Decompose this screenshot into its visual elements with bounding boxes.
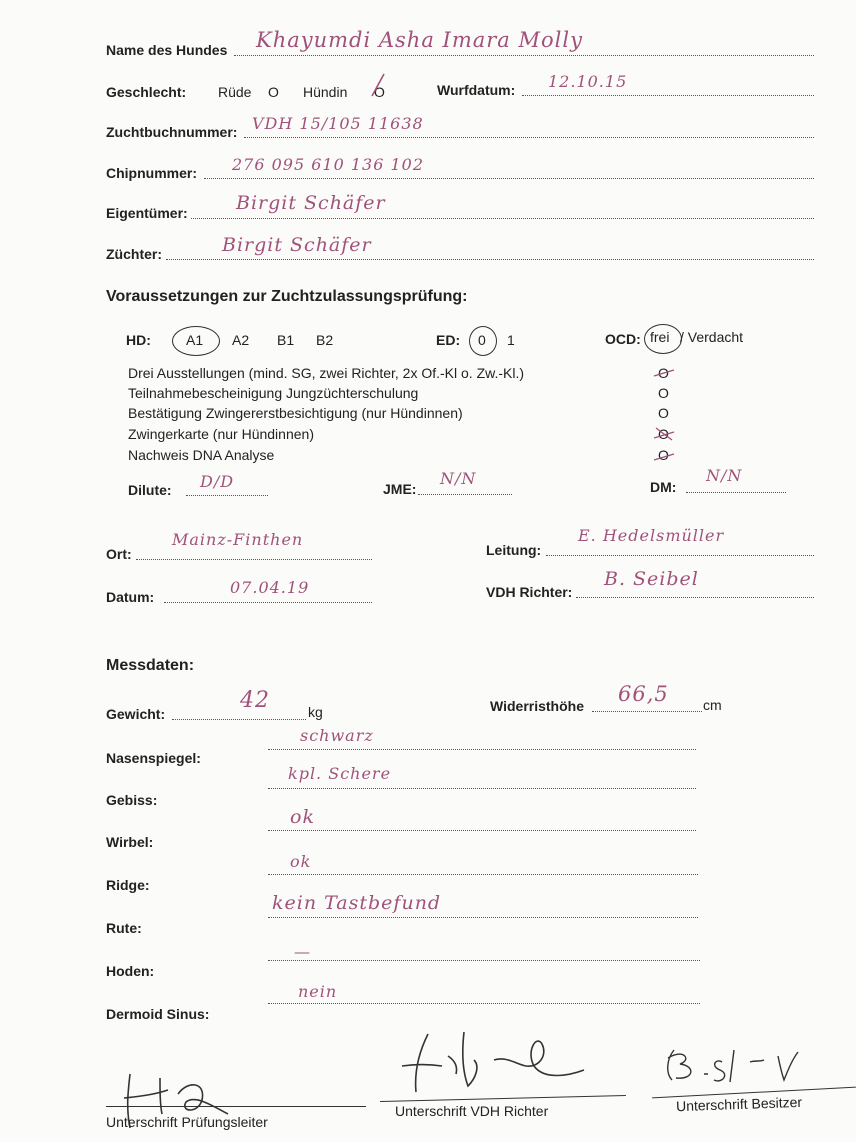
dilute-label: Dilute: — [128, 482, 172, 498]
measure-title: Messdaten: — [106, 657, 195, 674]
measure-row-label: Gebiss: — [106, 792, 158, 808]
male-label: Rüde — [218, 84, 252, 100]
measure-row-label: Wirbel: — [106, 834, 154, 850]
sex-label: Geschlecht: — [106, 84, 187, 100]
place-line — [136, 559, 372, 560]
ed-label: ED: — [436, 332, 461, 348]
ocd-option-free[interactable]: frei — [650, 329, 670, 345]
dog-name-line — [234, 55, 814, 56]
measure-row-label: Hoden: — [106, 963, 155, 979]
hd-option-b1[interactable]: B1 — [277, 332, 295, 348]
studbook-label: Zuchtbuchnummer: — [106, 124, 238, 140]
weight-value[interactable]: 42 — [240, 688, 270, 713]
owner-line — [191, 218, 814, 219]
lead-value[interactable]: E. Hedelsmüller — [578, 526, 725, 545]
measure-row-label: Nasenspiegel: — [106, 750, 201, 766]
ocd-label: OCD: — [605, 331, 641, 347]
date-label: Datum: — [106, 589, 155, 605]
height-value[interactable]: 66,5 — [618, 682, 669, 706]
judge-signature-label: Unterschrift VDH Richter — [395, 1103, 549, 1119]
female-label: Hündin — [303, 84, 348, 100]
dilute-value[interactable]: D/D — [200, 472, 235, 491]
measure-row-value[interactable]: schwarz — [300, 726, 374, 745]
hd-option-a2[interactable]: A2 — [232, 332, 250, 348]
studbook-line — [244, 137, 814, 138]
measure-row-line — [268, 749, 696, 750]
judge-value[interactable]: B. Seibel — [604, 568, 699, 590]
height-unit: cm — [703, 697, 722, 713]
leader-signature-label: Unterschrift Prüfungsleiter — [106, 1114, 268, 1130]
prereq-item-mark[interactable]: O — [658, 426, 669, 442]
jme-value[interactable]: N/N — [440, 469, 477, 488]
breeder-value[interactable]: Birgit Schäfer — [222, 234, 372, 256]
date-line — [164, 602, 372, 603]
male-checkbox[interactable]: O — [268, 84, 279, 100]
height-line — [592, 711, 702, 712]
birth-line — [522, 95, 814, 96]
hd-label: HD: — [126, 332, 151, 348]
owner-label: Eigentümer: — [106, 205, 188, 221]
measure-row-label: Ridge: — [106, 877, 150, 893]
hd-option-b2[interactable]: B2 — [316, 332, 334, 348]
dilute-line — [186, 495, 268, 496]
place-label: Ort: — [106, 546, 132, 562]
breeder-label: Züchter: — [106, 246, 162, 262]
prereq-check-marks-icon — [652, 362, 678, 466]
prereq-item-label: Nachweis DNA Analyse — [128, 447, 275, 463]
prereq-item-mark[interactable]: O — [658, 385, 669, 401]
birth-value[interactable]: 12.10.15 — [548, 72, 628, 91]
measure-row-line — [268, 1003, 700, 1004]
measure-row-line — [268, 788, 696, 789]
judge-label: VDH Richter: — [486, 584, 573, 600]
dog-name-label: Name des Hundes — [106, 42, 228, 58]
chip-label: Chipnummer: — [106, 165, 197, 181]
dm-line — [686, 492, 786, 493]
date-value[interactable]: 07.04.19 — [230, 578, 310, 597]
prereq-item-mark[interactable]: O — [658, 405, 669, 421]
owner-signature-label: Unterschrift Besitzer — [675, 1093, 803, 1115]
lead-line — [546, 555, 814, 556]
measure-row-value[interactable]: kein Tastbefund — [272, 892, 442, 914]
prereq-item-label: Drei Ausstellungen (mind. SG, zwei Richter, 2x Of.-Kl o. Zw.-Kl.) — [128, 365, 525, 381]
studbook-value[interactable]: VDH 15/105 11638 — [252, 114, 424, 133]
measure-row-label: Rute: — [106, 920, 142, 936]
measure-row-value[interactable]: kpl. Schere — [288, 764, 392, 783]
measure-row-value[interactable]: — — [294, 942, 311, 961]
dm-label: DM: — [650, 479, 677, 495]
measure-row-label: Dermoid Sinus: — [106, 1006, 210, 1022]
prereq-item-mark[interactable]: O — [658, 447, 669, 463]
measure-row-line — [268, 830, 696, 831]
dog-name-value[interactable]: Khayumdi Asha Imara Molly — [256, 28, 583, 52]
jme-line — [418, 494, 512, 495]
prereq-item-mark[interactable]: O — [658, 365, 669, 381]
prereq-item-label: Zwingerkarte (nur Hündinnen) — [128, 426, 314, 442]
lead-label: Leitung: — [486, 542, 542, 558]
weight-unit: kg — [308, 704, 323, 720]
chip-value[interactable]: 276 095 610 136 102 — [232, 155, 425, 174]
jme-label: JME: — [383, 481, 417, 497]
weight-line — [172, 719, 306, 720]
chip-line — [204, 178, 814, 179]
ed-option-0[interactable]: 0 — [478, 332, 486, 348]
judge-signature-icon — [398, 1020, 598, 1100]
owner-value[interactable]: Birgit Schäfer — [236, 192, 386, 214]
weight-label: Gewicht: — [106, 706, 166, 722]
place-value[interactable]: Mainz-Finthen — [172, 530, 304, 549]
measure-row-value[interactable]: nein — [298, 982, 338, 1001]
breeder-line — [166, 259, 814, 260]
measure-row-line — [268, 960, 700, 961]
leader-signature-line — [106, 1106, 366, 1107]
ed-option-1[interactable]: 1 — [507, 332, 515, 348]
dm-value[interactable]: N/N — [706, 466, 743, 485]
measure-row-line — [268, 874, 698, 875]
birth-label: Wurfdatum: — [437, 82, 516, 98]
judge-line — [576, 597, 814, 598]
female-checkbox[interactable]: O — [374, 84, 385, 100]
hd-option-a1[interactable]: A1 — [186, 332, 204, 348]
measure-row-value[interactable]: ok — [290, 852, 312, 871]
height-label: Widerristhöhe — [490, 698, 584, 714]
measure-row-line — [268, 917, 698, 918]
measure-row-value[interactable]: ok — [290, 806, 315, 828]
prereq-item-label: Teilnahmebescheinigung Jungzüchterschulung — [128, 385, 419, 401]
female-check-mark-icon — [368, 72, 388, 100]
ocd-option-suspect[interactable]: / Verdacht — [680, 329, 744, 345]
prereq-title: Voraussetzungen zur Zuchtzulassungsprüfung: — [106, 288, 468, 305]
prereq-item-label: Bestätigung Zwingererstbesichtigung (nur Hündinnen) — [128, 405, 463, 421]
owner-signature-icon — [660, 1040, 820, 1090]
